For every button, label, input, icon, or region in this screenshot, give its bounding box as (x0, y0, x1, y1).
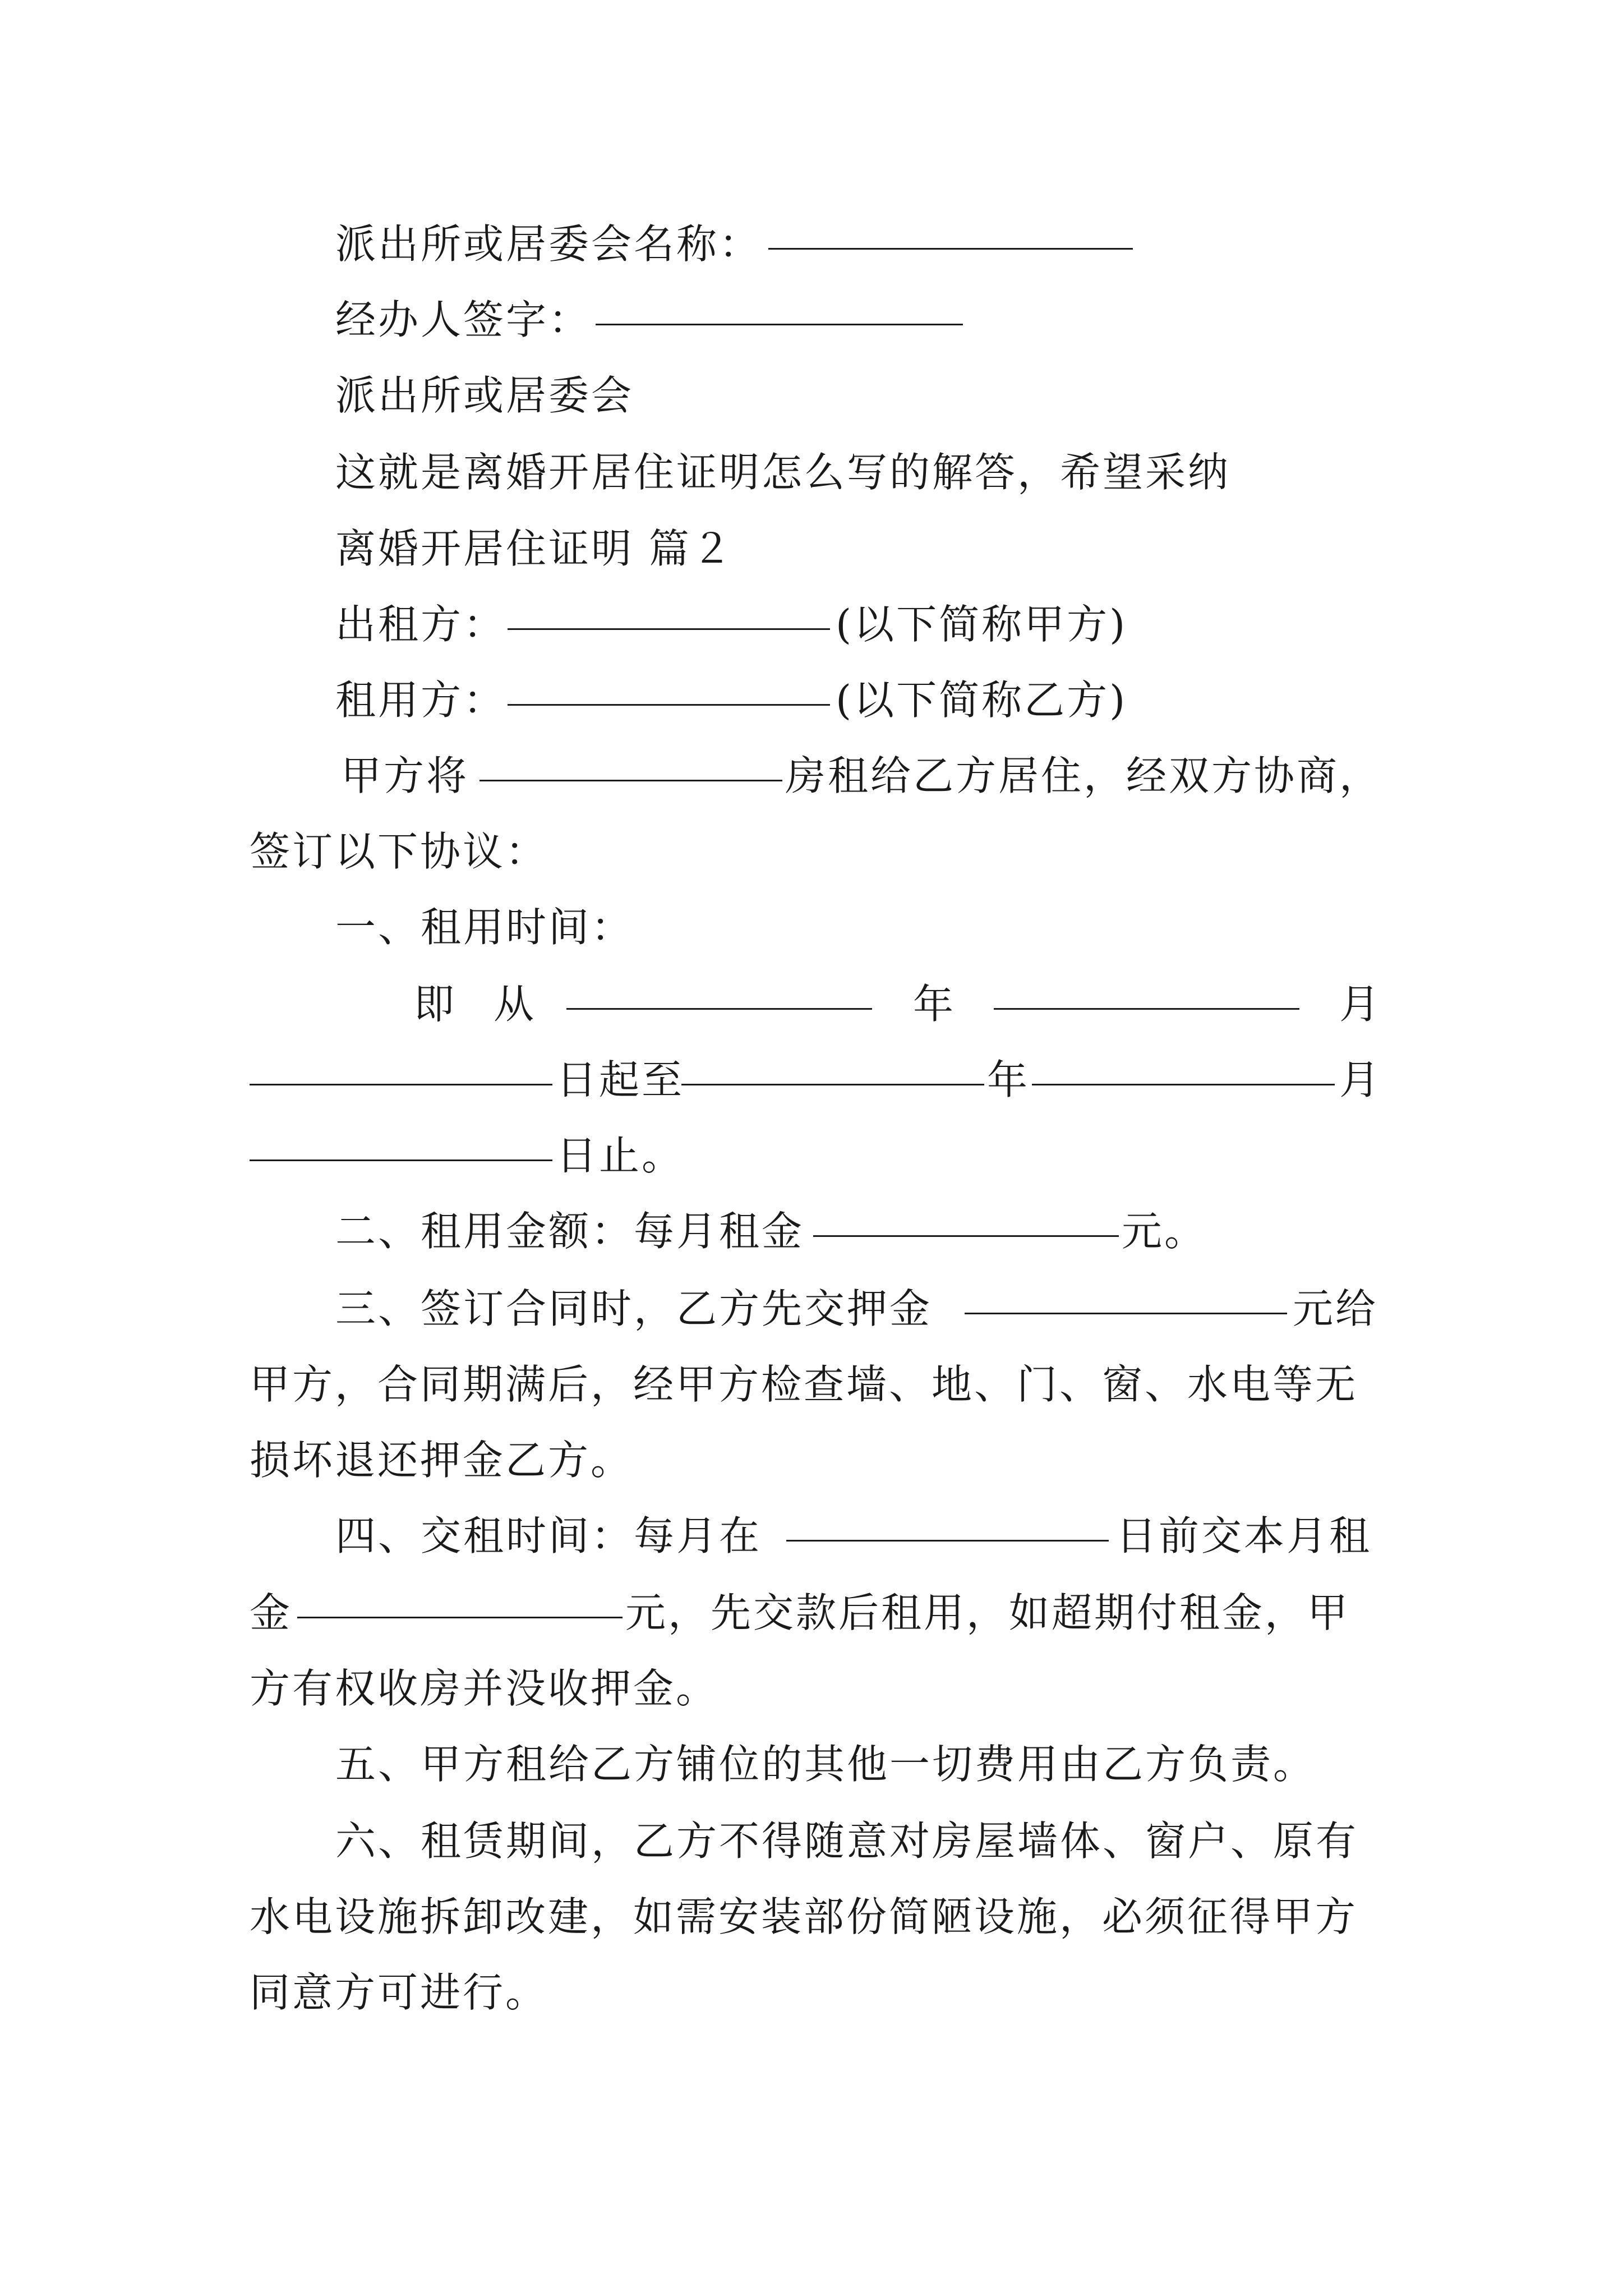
end-day-field[interactable] (250, 1125, 552, 1161)
monthly-rent-field[interactable] (813, 1200, 1119, 1237)
premises-field[interactable] (479, 745, 782, 781)
clause-3-continued-text: 甲方，合同期满后，经甲方检查墙、地、门、窗、水电等无 (250, 1361, 1358, 1408)
period-cong: 从 (494, 981, 537, 1028)
police-station-name-field[interactable] (768, 213, 1133, 250)
monthly-rent-amount-field[interactable] (297, 1582, 623, 1618)
end-day-unit: 日止。 (556, 1132, 685, 1179)
clause-4-end-text: 方有权收房并没收押金。 (250, 1665, 719, 1712)
end-month-unit: 月 (1339, 1056, 1382, 1103)
lessee-line (0, 669, 1623, 731)
lessee-suffix: (以下简称乙方) (836, 677, 1128, 724)
lessor-suffix: (以下简称甲方) (836, 601, 1128, 648)
start-year-field[interactable] (566, 973, 872, 1010)
lessee-label: 租用方： (335, 677, 506, 724)
period-ji: 即 (414, 981, 457, 1028)
clause-3-suffix: 元给 (1293, 1285, 1378, 1332)
police-station-name-label: 派出所或居委会名称： (335, 220, 762, 268)
clause-2-line (0, 1200, 1623, 1262)
clause-4-prefix: 四、交租时间：每月在 (335, 1512, 762, 1559)
start-month-unit: 月 (1339, 981, 1382, 1028)
clause-4-jin: 金 (250, 1589, 293, 1636)
deposit-field[interactable] (965, 1278, 1287, 1314)
start-day-unit: 日起至 (556, 1056, 685, 1103)
answer-note-text: 这就是离婚开居住证明怎么写的解答，希望采纳 (335, 449, 1231, 496)
lessor-line (0, 593, 1623, 655)
clause-3-end-text: 损坏退还押金乙方。 (250, 1437, 634, 1484)
rental-period-to-line (0, 1049, 1623, 1111)
start-day-field[interactable] (250, 1049, 552, 1085)
handler-signature-label: 经办人签字： (335, 296, 592, 343)
rental-period-end-line (0, 1125, 1623, 1186)
premises-prefix: 甲方将 (341, 752, 469, 799)
start-year-unit: 年 (913, 981, 956, 1028)
clause-4-continued-text: 元，先交款后租用，如超期付租金，甲 (625, 1589, 1350, 1636)
clause-2-suffix: 元。 (1122, 1208, 1207, 1255)
clause-6-end-text: 同意方可进行。 (250, 1969, 548, 2016)
agreement-intro-line (0, 821, 1623, 882)
clause-6-text: 六、租赁期间，乙方不得随意对房屋墙体、窗户、原有 (335, 1818, 1359, 1865)
agreement-intro-text: 签订以下协议： (250, 828, 548, 875)
clause-6-end-line (0, 1962, 1623, 2023)
clause-3-end-line (0, 1429, 1623, 1491)
payment-day-field[interactable] (786, 1505, 1109, 1542)
premises-suffix: 房租给乙方居住，经双方协商， (785, 752, 1382, 799)
handler-signature-field[interactable] (596, 289, 963, 325)
premises-line (0, 745, 1623, 807)
police-station-line (0, 365, 1623, 426)
police-station-name-line (0, 213, 1623, 275)
lessee-field[interactable] (508, 669, 830, 706)
clause-4-end-line (0, 1658, 1623, 1719)
clause-3-prefix: 三、签订合同时，乙方先交押金 (335, 1285, 933, 1332)
start-month-field[interactable] (994, 973, 1299, 1010)
end-month-field[interactable] (1032, 1049, 1335, 1085)
clause-6-continued-line (0, 1886, 1623, 1948)
clause-4-suffix: 日前交本月租 (1116, 1512, 1372, 1559)
section-heading: 离婚开居住证明 篇２ (335, 525, 734, 572)
clause-5-line (0, 1733, 1623, 1795)
clause-1-heading: 一、租用时间： (335, 904, 634, 951)
police-station-text: 派出所或居委会 (335, 372, 634, 419)
clause-6-continued-text: 水电设施拆卸改建，如需安装部份简陋设施，必须征得甲方 (250, 1893, 1358, 1940)
clause-5-text: 五、甲方租给乙方铺位的其他一切费用由乙方负责。 (335, 1741, 1316, 1788)
clause-2-prefix: 二、租用金额：每月租金 (335, 1208, 805, 1255)
clause-6-line (0, 1810, 1623, 1872)
end-year-unit: 年 (987, 1056, 1030, 1103)
clause-4-line (0, 1505, 1623, 1567)
clause-3-line (0, 1278, 1623, 1340)
lessor-field[interactable] (508, 593, 830, 630)
clause-1-heading-line (0, 896, 1623, 958)
lessor-label: 出租方： (335, 601, 506, 648)
end-year-field[interactable] (681, 1049, 984, 1085)
rental-period-from-line (0, 973, 1623, 1035)
answer-note-line (0, 441, 1623, 503)
handler-signature-line (0, 289, 1623, 351)
clause-3-continued-line (0, 1354, 1623, 1415)
section-heading-line (0, 518, 1623, 579)
clause-4-continued-line (0, 1582, 1623, 1644)
